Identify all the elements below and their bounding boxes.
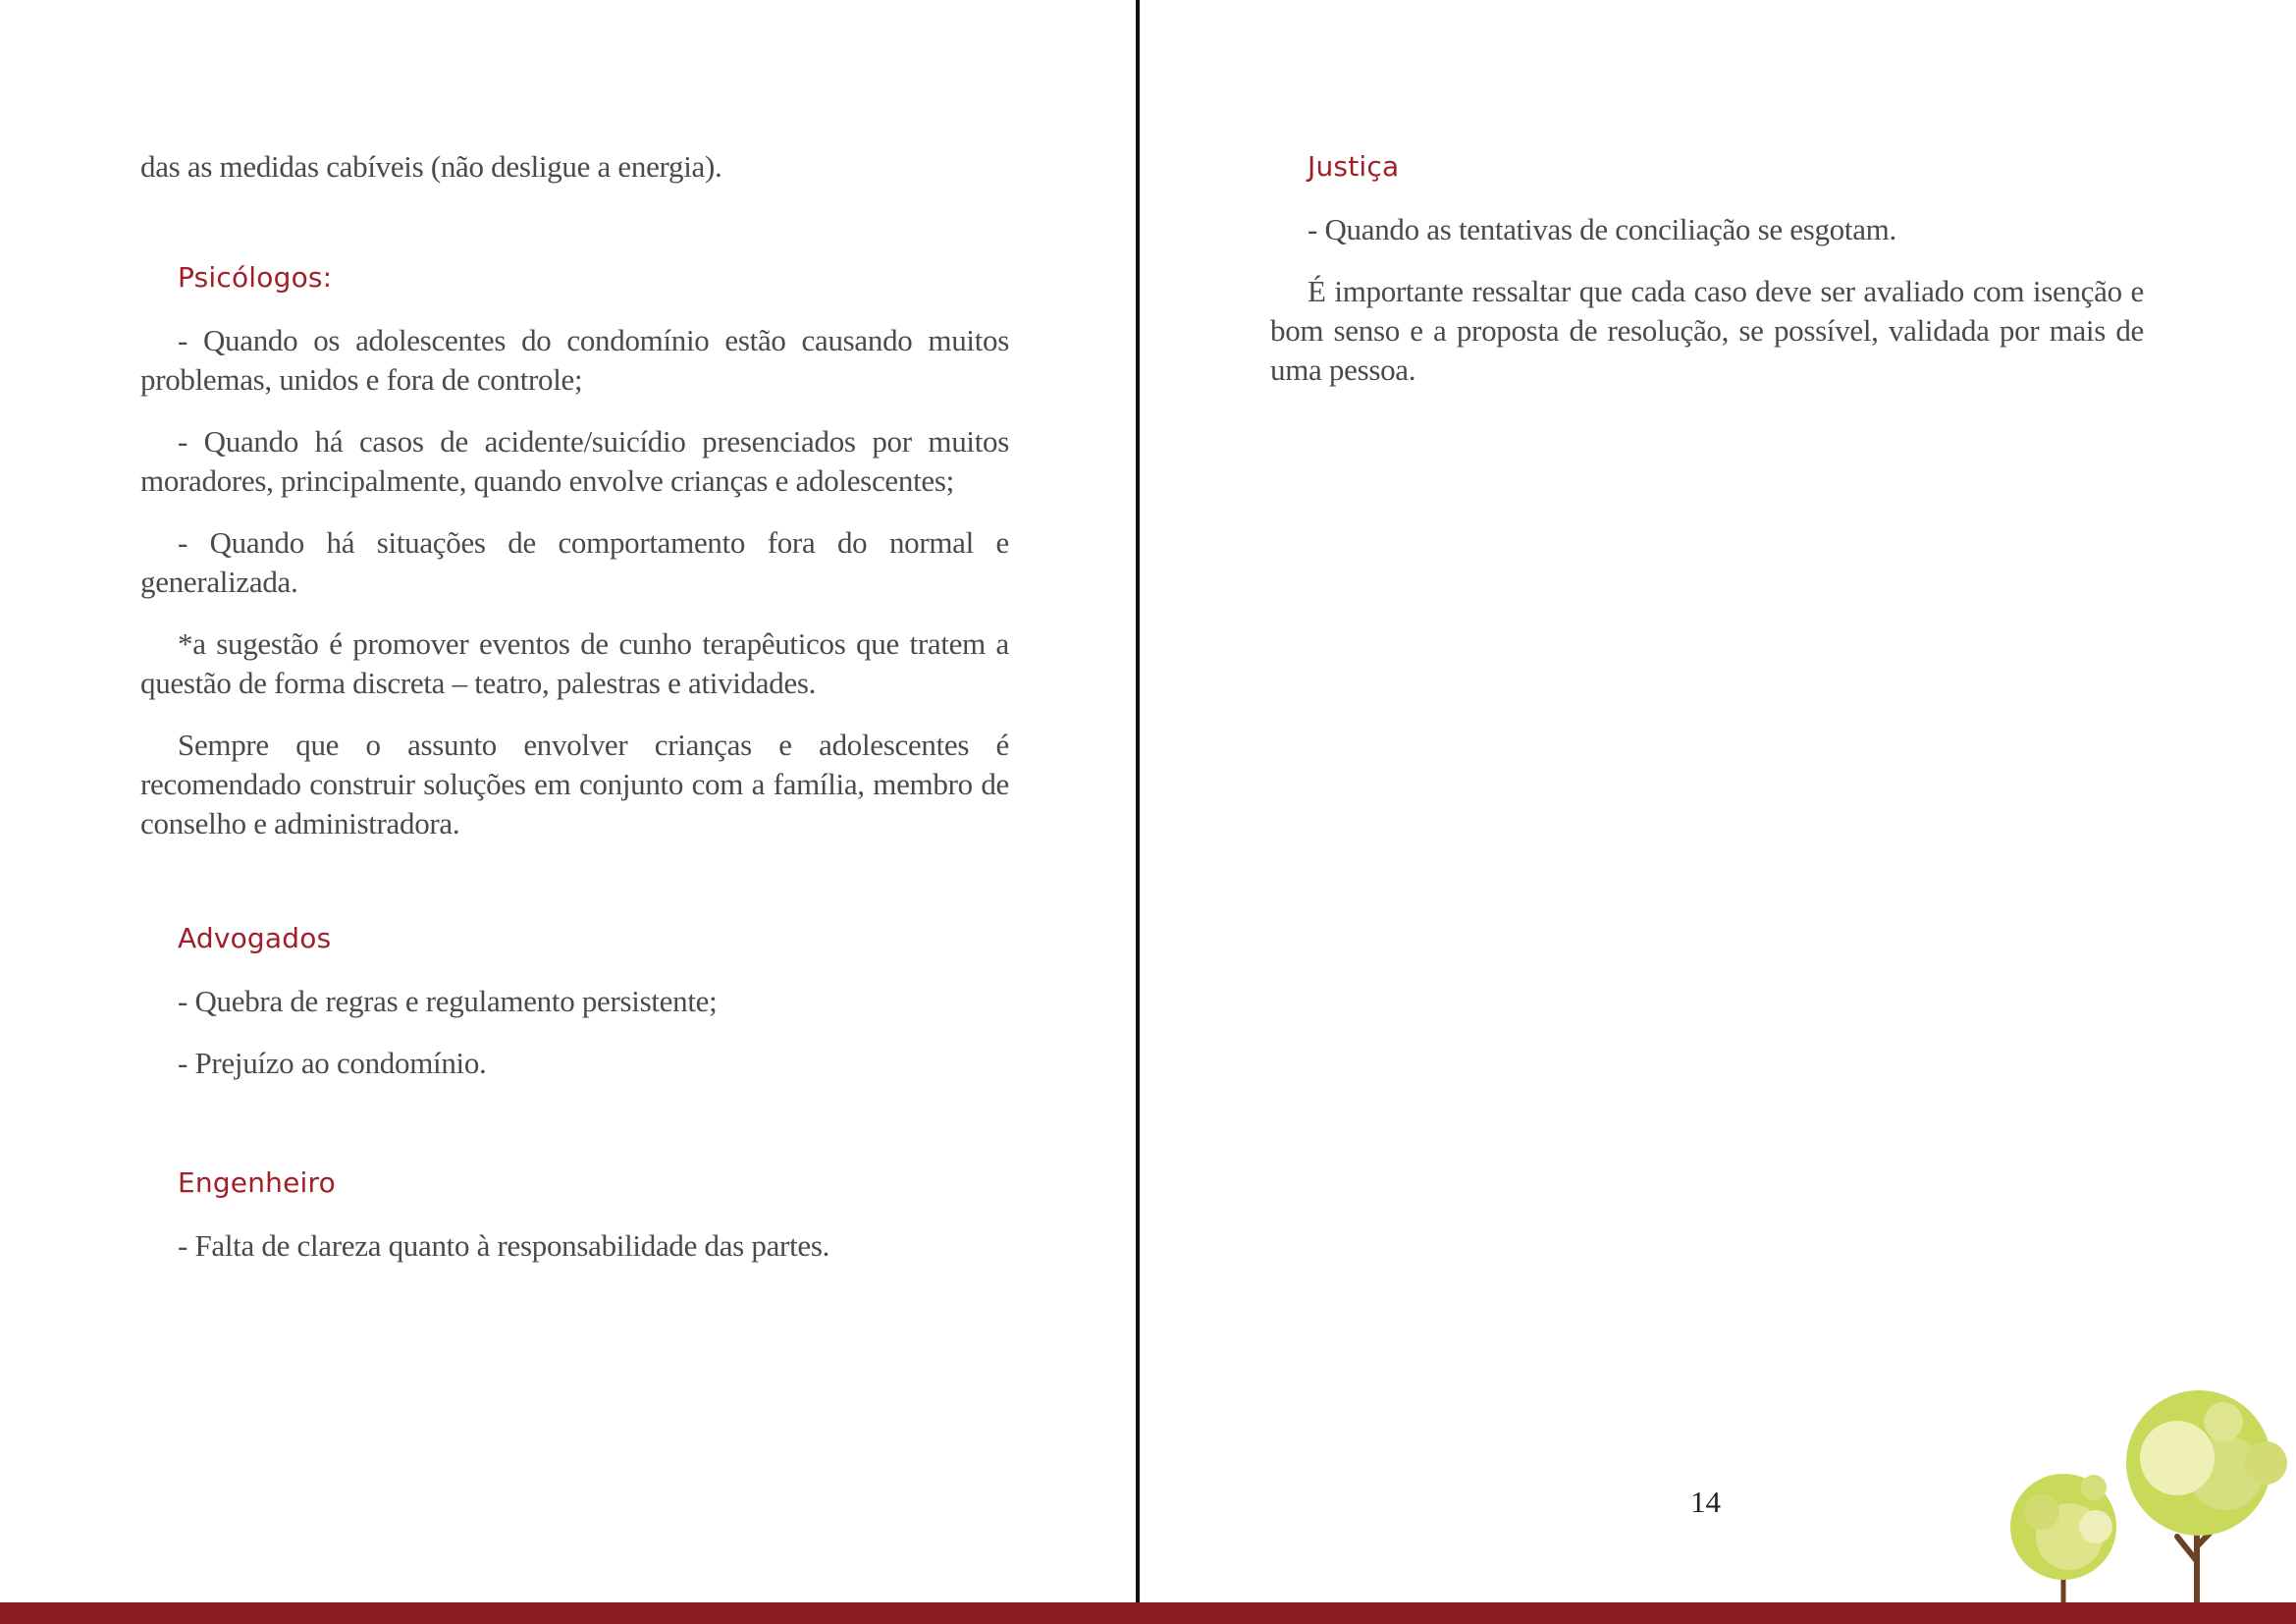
- psicologos-item: Sempre que o assunto envolver crianças e adolescentes é recomendado construir soluções em conjunto com a família, membro de conselho e administradora.: [140, 728, 1009, 840]
- justica-paragraph: É importante ressaltar que cada caso deve ser avaliado com isenção e bom senso e a proposta de resolução, se possível, validada por mais de uma pessoa.: [1270, 274, 2144, 387]
- left-page: [140, 147, 1009, 1266]
- section-heading-engenheiro: Engenheiro: [178, 1166, 336, 1199]
- advogados-item: - Quebra de regras e regulamento persistente;: [178, 984, 718, 1018]
- psicologos-item: - Quando há casos de acidente/suicídio presenciados por muitos moradores, principalmente, quando envolve crianças e adolescentes;: [140, 424, 1009, 498]
- tree-illustration-icon: [2002, 1389, 2296, 1602]
- section-heading-justica: Justiça: [1308, 150, 1400, 183]
- page-divider: [1136, 0, 1140, 1602]
- bottom-bar: [0, 1602, 2296, 1624]
- psicologos-item: - Quando há situações de comportamento fora do normal e generalizada.: [140, 525, 1009, 599]
- psicologos-item: *a sugestão é promover eventos de cunho terapêuticos que tratem a questão de forma discreta – teatro, palestras e atividades.: [140, 626, 1009, 700]
- section-heading-psicologos: Psicólogos:: [178, 261, 333, 294]
- right-page: [1270, 147, 2144, 390]
- advogados-item: - Prejuízo ao condomínio.: [178, 1046, 487, 1080]
- psicologos-item: - Quando os adolescentes do condomínio estão causando muitos problemas, unidos e fora de controle;: [140, 323, 1009, 397]
- engenheiro-item: - Falta de clareza quanto à responsabilidade das partes.: [178, 1228, 830, 1263]
- intro-paragraph: das as medidas cabíveis (não desligue a energia).: [140, 149, 722, 184]
- page-number: 14: [1690, 1485, 1721, 1519]
- section-heading-advogados: Advogados: [178, 922, 332, 954]
- justica-item: - Quando as tentativas de conciliação se esgotam.: [1308, 212, 1896, 246]
